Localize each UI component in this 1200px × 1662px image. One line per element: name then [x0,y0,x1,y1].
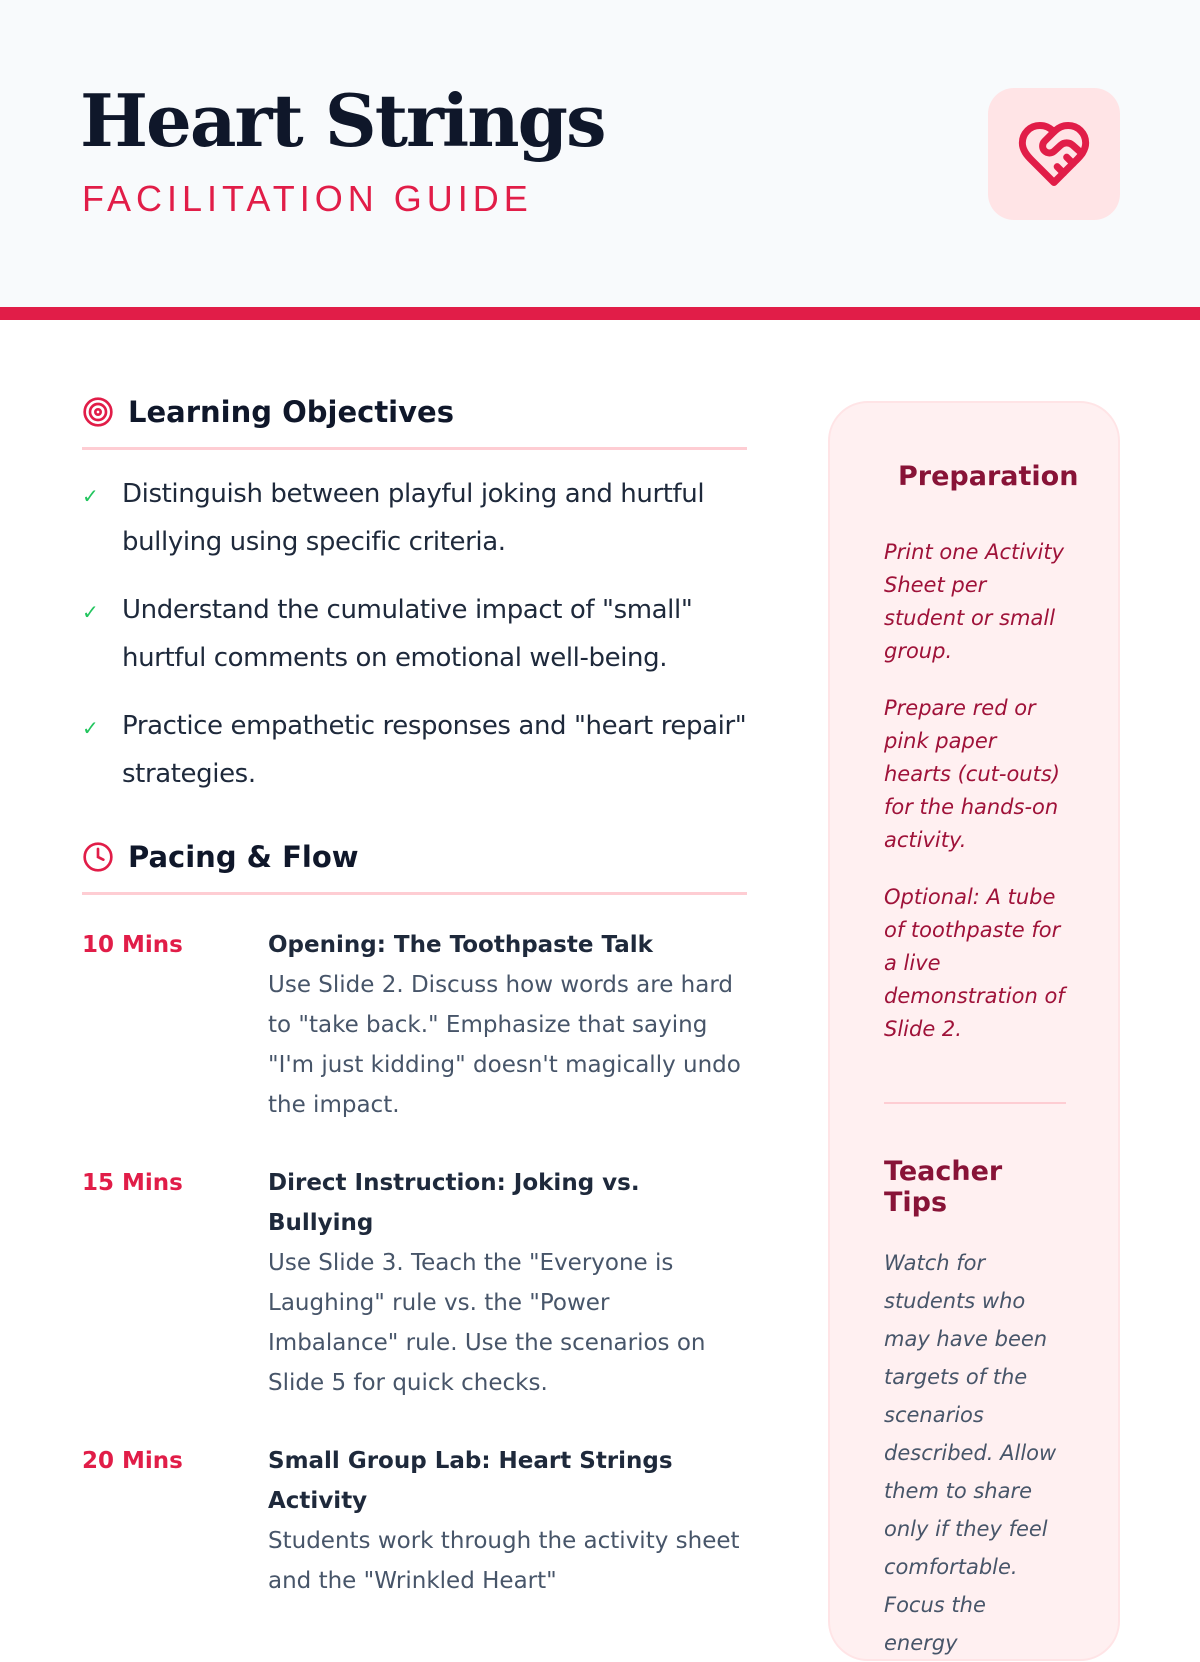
tip-item: Watch for students who may have been targets of the scenarios described. Allow them to share only if they feel comfortable. [884,1251,1057,1579]
accent-bar [0,307,1200,320]
pacing-row [82,1441,747,1601]
pacing-body: Use Slide 3. Teach the "Everyone is Laughing" rule vs. the "Power Imbalance" rule. Use the scenarios on Slide 5 for quick checks. [268,1250,706,1396]
pacing-list [82,925,747,1601]
check-icon: ✓ [82,484,99,508]
main-column [82,395,747,1639]
pacing-time: 10 Mins [82,932,183,958]
check-icon: ✓ [82,716,99,740]
pacing-title: Direct Instruction: Joking vs. Bullying [268,1170,640,1236]
divider [884,1102,1066,1104]
pacing-time: 15 Mins [82,1170,183,1196]
objectives-heading [82,395,747,450]
list-item: ✓ Distinguish between playful joking and hurtful bullying using specific criteria. [82,470,747,566]
target-icon [82,396,114,428]
pacing-title: Pacing & Flow [128,840,359,874]
prep-item: Prepare red or pink paper hearts (cut-outs) for the hands-on activity. [884,696,1060,852]
preparation-heading: Preparation [898,461,1079,492]
check-icon: ✓ [82,600,99,624]
list-item: ✓ Practice empathetic responses and "heart repair" strategies. [82,702,747,798]
pacing-body: Use Slide 2. Discuss how words are hard to "take back." Emphasize that saying "I'm just kidding" doesn't magically undo the impact. [268,972,741,1118]
page-subtitle: FACILITATION GUIDE [82,178,533,219]
prep-item: Print one Activity Sheet per student or small group. [884,540,1065,663]
pacing-row [82,925,747,1125]
pacing-title: Opening: The Toothpaste Talk [268,932,653,958]
pacing-body: Students work through the activity sheet and the "Wrinkled Heart" [268,1528,740,1594]
page-title: Heart Strings [80,78,605,163]
tips-section [884,1156,1066,1662]
preparation-section [884,461,1079,1046]
pacing-heading [82,840,747,895]
pacing-title: Small Group Lab: Heart Strings Activity [268,1448,673,1514]
sidebar [828,401,1120,1661]
heart-handshake-icon [1016,116,1092,192]
logo [988,88,1120,220]
objectives-title: Learning Objectives [128,395,454,429]
objectives-list [82,470,747,798]
list-item: ✓ Understand the cumulative impact of "small" hurtful comments on emotional well-being. [82,586,747,682]
pacing-row [82,1163,747,1403]
prep-item: Optional: A tube of toothpaste for a live demonstration of Slide 2. [884,885,1065,1041]
clock-icon [82,841,114,873]
pacing-time: 20 Mins [82,1448,183,1474]
tips-heading: Teacher Tips [884,1156,1003,1218]
tip-item: Focus the energy [884,1593,986,1655]
